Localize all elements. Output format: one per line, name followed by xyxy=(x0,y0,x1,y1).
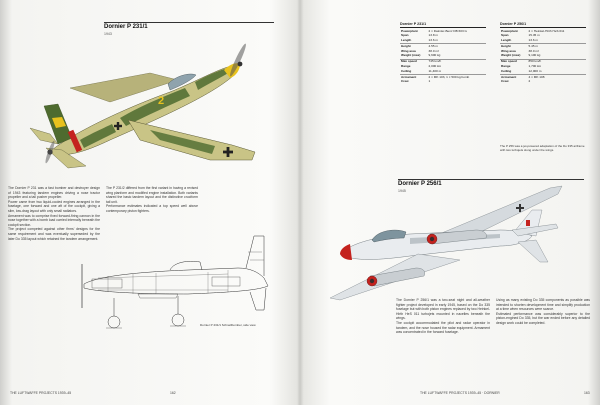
spec-key: Crew xyxy=(501,79,509,84)
spec-value: 38.0 m² xyxy=(528,48,540,53)
paragraph: Performance estimates indicated a top speed well above contemporary piston fighters. xyxy=(106,204,198,213)
page-title: Dornier P 256/1 xyxy=(398,181,442,187)
aircraft-illustration-p231 xyxy=(0,0,300,190)
spec-value: 12,000 m xyxy=(528,68,542,73)
spec-value: 2 × MK 103, 1 × 500 kg bomb xyxy=(428,75,486,80)
spec-value: 745 km/h xyxy=(428,59,486,64)
spec-value: 1,700 km xyxy=(528,64,542,69)
spec-table-title: Dornier P 231/1 xyxy=(400,22,486,28)
spec-value: 15.45 m xyxy=(528,33,540,38)
text-column-1 xyxy=(396,298,490,376)
page-number: 163 xyxy=(584,391,590,395)
page-subtitle: 1943 xyxy=(104,32,112,36)
spec-value: 13.6 m xyxy=(428,38,438,43)
spec-value: 13.8 m xyxy=(428,33,438,38)
spec-key: Weight (max) xyxy=(401,53,421,58)
page-footer: THE LUFTWAFFE PROJECTS 1939–45 · DORNIER xyxy=(420,391,500,395)
spec-value: 1 xyxy=(428,79,431,84)
spec-value: 9,600 kg xyxy=(428,53,441,58)
spec-key: Span xyxy=(401,33,409,38)
spec-note: The P 256 was a jet-powered adaptation of the Do 335 airframe with two turbojets slung under the wings. xyxy=(500,144,585,152)
fuselage-number: 2 xyxy=(158,95,165,107)
spec-value: 9,100 kg xyxy=(528,53,541,58)
spec-key: Range xyxy=(501,64,511,69)
spec-value: 2,000 km xyxy=(428,64,442,69)
spec-key: Ceiling xyxy=(501,68,512,73)
drawing-caption: Dornier P 231/1 Schnellbomber, side view xyxy=(200,323,256,327)
spec-key: Height xyxy=(500,44,528,49)
spec-value: 11,400 m xyxy=(428,68,442,73)
page-footer: THE LUFTWAFFE PROJECTS 1939–45 xyxy=(10,391,72,395)
spec-key: Max speed xyxy=(500,59,528,64)
spec-key: Wing area xyxy=(501,48,516,53)
spec-key: Range xyxy=(401,64,411,69)
text-column-2 xyxy=(106,186,198,232)
spec-value: 38.0 m² xyxy=(428,48,440,53)
spec-key: Ceiling xyxy=(401,68,412,73)
paragraph: The P 231/2 differed from the first variant in having a revised wing planform and modified engine installation. Both variants shared the basic tandem layout and the distinctive cruciform tail unit. xyxy=(106,186,198,204)
spec-row xyxy=(400,80,486,85)
spec-key: Length xyxy=(401,38,412,43)
paragraph: Armament was to comprise fixed forward-firing cannon in the nose together with a bomb load carried internally beneath the cockpit section. xyxy=(8,213,100,227)
spec-value: 2 xyxy=(528,79,531,84)
spec-value: 2 × Heinkel-Hirth HeS 011 xyxy=(528,28,565,33)
line-drawing-side-view xyxy=(78,232,288,342)
spec-key: Powerplant xyxy=(501,28,518,33)
spec-value: 2 × Daimler-Benz DB 603 G xyxy=(428,28,467,33)
spec-value: 5.45 m xyxy=(528,44,586,49)
page-subtitle: 1945 xyxy=(398,189,406,193)
spec-value: 13.6 m xyxy=(528,38,538,43)
spec-value: 4 × MK 108 xyxy=(528,75,586,80)
spec-key: Weight (max) xyxy=(501,53,521,58)
paragraph: Power came from two liquid-cooled engines arranged in the fuselage, one forward and one aft of the cockpit, giving a slim, low-drag layout with only small radiators. xyxy=(8,199,100,213)
spec-row xyxy=(500,80,586,85)
paragraph: The cockpit accommodated the pilot and radar operator in tandem, and the nose housed the radar equipment. Armament was concentrated in the forward fuselage. xyxy=(396,320,490,335)
spec-key: Armament xyxy=(400,75,428,80)
spec-key: Armament xyxy=(500,75,528,80)
page-title: Dornier P 231/1 xyxy=(104,24,148,30)
spec-key: Height xyxy=(400,44,428,49)
spec-value: 850 km/h xyxy=(528,59,586,64)
paragraph: Using as many existing Do 335 components as possible was intended to shorten development time and simplify production at a time when resources were scarce. xyxy=(496,298,590,312)
spec-table-title: Dornier P 256/1 xyxy=(500,22,586,28)
spec-key: Span xyxy=(501,33,509,38)
spec-key: Length xyxy=(501,38,512,43)
paragraph: The project competed against other firms' designs for the same requirement and was eventually superseded by the later Do 335 layout which retained the tandem arrangement. xyxy=(8,227,100,241)
spec-table-p256 xyxy=(500,22,586,85)
aircraft-illustration-p256 xyxy=(300,180,600,300)
spec-key: Crew xyxy=(401,79,409,84)
spec-value: 4.55 m xyxy=(428,44,486,49)
spec-key: Powerplant xyxy=(401,28,418,33)
spec-key: Max speed xyxy=(400,59,428,64)
paragraph: Estimated performance was considerably superior to the piston-engined Do 335, but the war ended before any detailed design work could be completed. xyxy=(496,311,590,325)
text-column-2 xyxy=(496,298,590,368)
page-number: 162 xyxy=(170,391,176,395)
paragraph: The Dornier P 256/1 was a two-seat night and all-weather fighter project developed in early 1945, based on the Do 335 fuselage but with both piston engines replaced by two Heinkel-Hirth HeS 011 turbojets mounted in nacelles beneath the wings. xyxy=(396,298,490,321)
paragraph: The Dornier P 231 was a fast bomber and destroyer design of 1943 featuring tandem engines driving a nose tractor propeller and a tail pusher propeller. xyxy=(8,186,100,200)
spec-key: Wing area xyxy=(401,48,416,53)
right-page xyxy=(300,0,600,405)
spec-table-p231 xyxy=(400,22,486,85)
